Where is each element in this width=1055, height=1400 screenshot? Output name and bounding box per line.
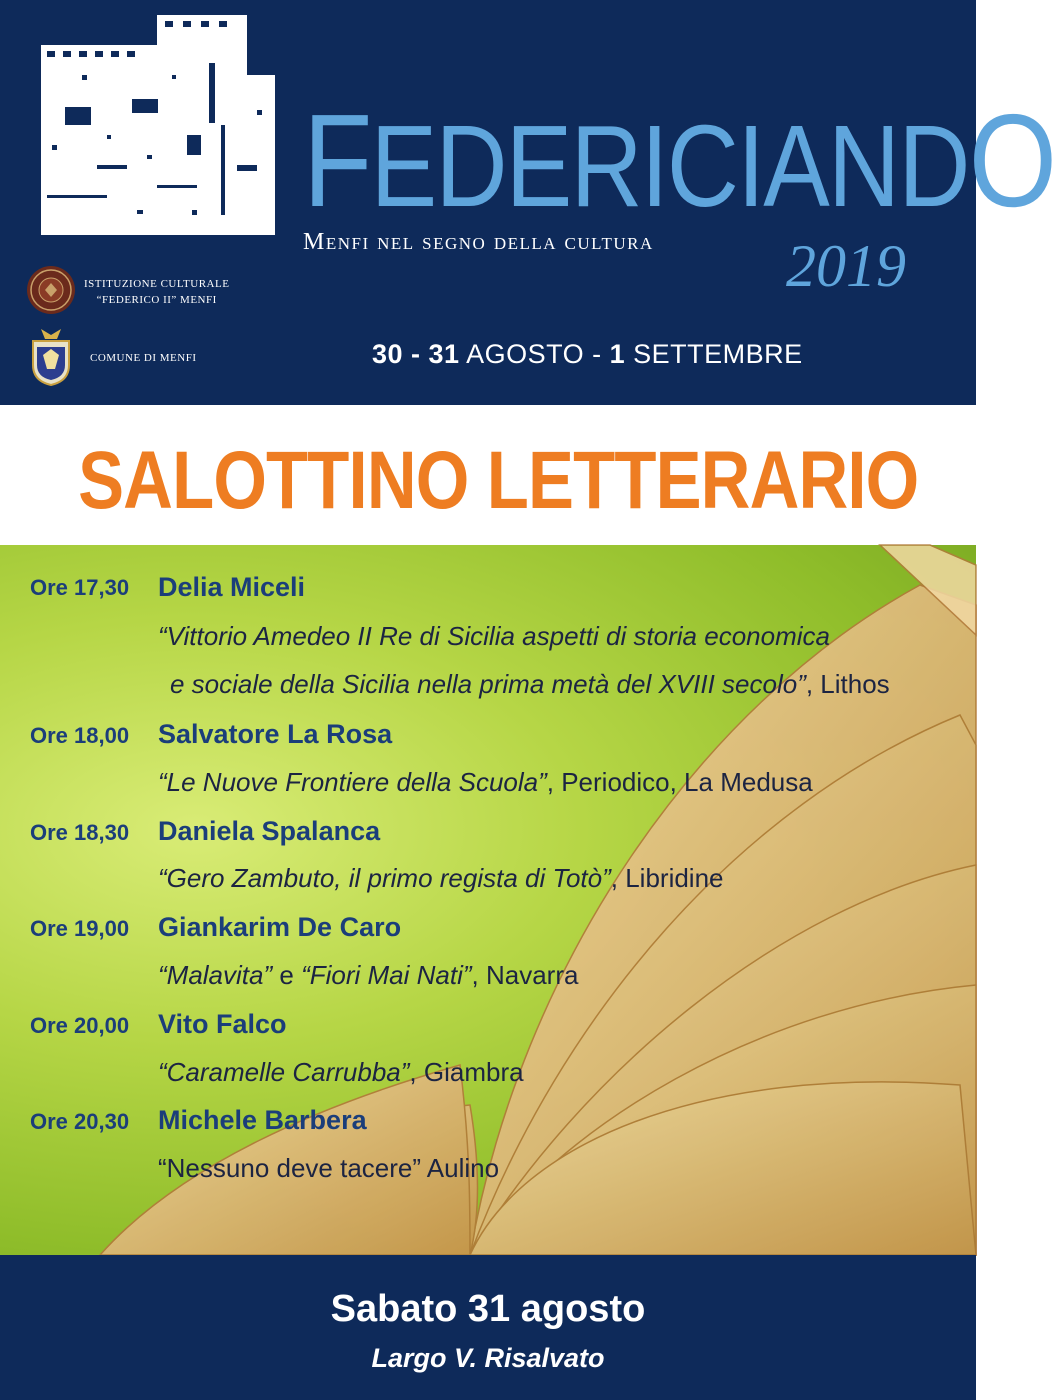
program-work: “Nessuno deve tacere” Aulino [158,1153,500,1183]
institution-seal-icon [26,265,76,315]
program-author: Michele Barbera [158,1105,367,1135]
event-subtitle: Menfi nel segno della cultura [303,229,654,255]
program-panel [0,545,976,1255]
program-author: Giankarim De Caro [158,912,402,942]
comune-name: COMUNE DI MENFI [90,352,197,364]
footer-place: Largo V. Risalvato [371,1343,605,1373]
header-banner [0,0,1055,405]
program-work: “Vittorio Amedeo II Re di Sicilia aspetti di storia economica e sociale della Sicilia nella prima metà del XVIII secolo”, Lithos [158,621,890,699]
program-author: Delia Miceli [158,572,306,602]
comune-crest-icon [27,325,75,387]
program-work: “Gero Zambuto, il primo regista di Totò”, Libridine [158,863,724,893]
program-work: “Le Nuove Frontiere della Scuola”, Periodico, La Medusa [158,767,813,797]
program-time: Ore 20,00 [30,1013,130,1038]
program-author: Daniela Spalanca [158,816,381,846]
program-list [0,545,976,1255]
event-dates: 30 - 31 AGOSTO - 1 SETTEMBRE [372,339,803,369]
program-work: “Caramelle Carrubba”, Giambra [158,1057,524,1087]
institution-name: ISTITUZIONE CULTURALE “FEDERICO II” MENFI [84,278,230,306]
section-title: SALOTTINO LETTERARIO [78,435,919,526]
footer-banner [0,1255,976,1400]
program-author: Salvatore La Rosa [158,719,393,749]
program-author: Vito Falco [158,1009,287,1039]
program-time: Ore 19,00 [30,916,130,941]
event-title: FEDERICIANDO [303,87,1055,234]
program-time: Ore 17,30 [30,575,130,600]
event-year: 2019 [786,233,906,299]
program-time: Ore 18,30 [30,820,130,845]
program-work: “Malavita” e “Fiori Mai Nati”, Navarra [158,960,579,990]
castle-logo-icon [37,15,275,235]
program-time: Ore 18,00 [30,723,130,748]
footer-date: Sabato 31 agosto [330,1288,646,1330]
program-time: Ore 20,30 [30,1109,130,1134]
